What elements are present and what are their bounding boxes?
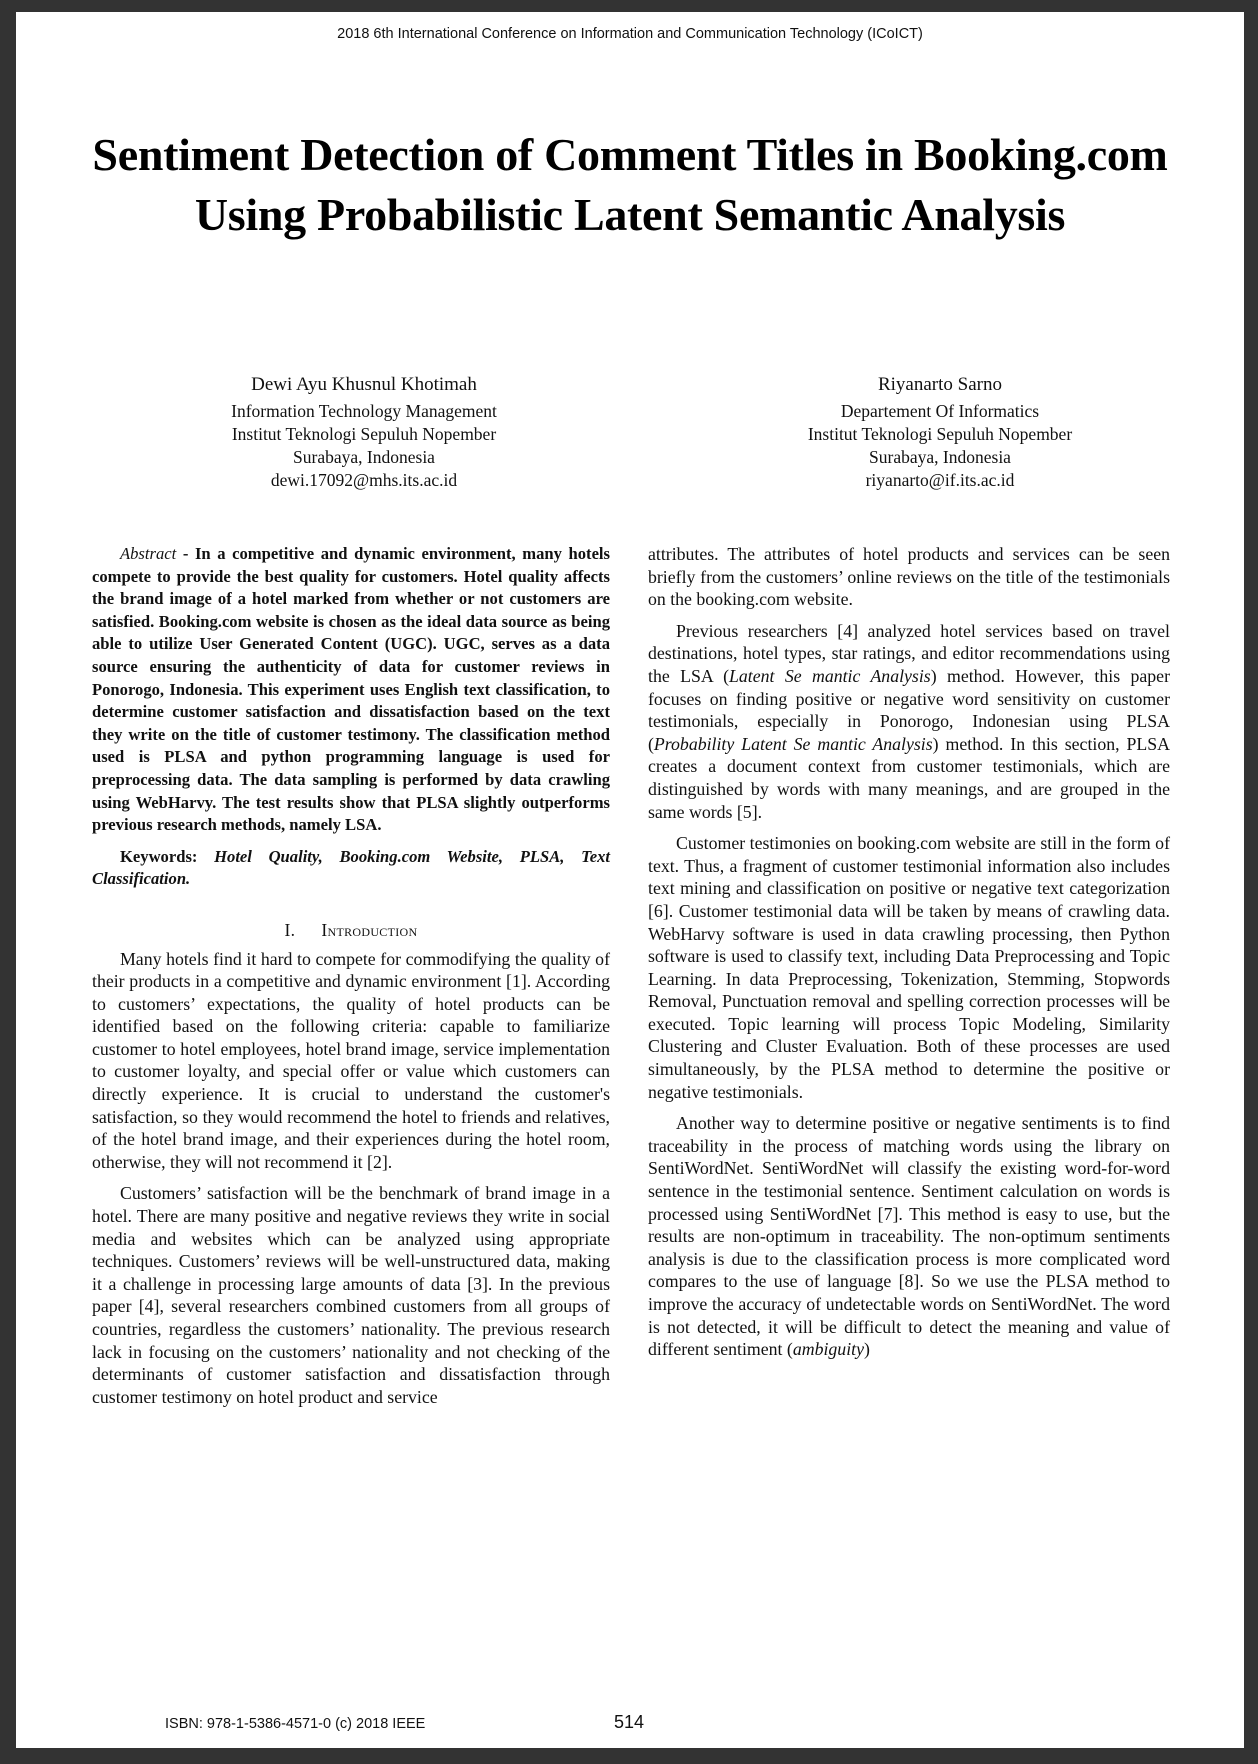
right-column	[648, 543, 1170, 1370]
conference-running-head: 2018 6th International Conference on Information and Communication Technology (ICoICT)	[337, 26, 923, 42]
keywords	[92, 846, 610, 891]
page-number: 514	[614, 1712, 645, 1732]
paper-title: Sentiment Detection of Comment Titles in Booking.com Using Probabilistic Latent Semantic Analysis	[92, 129, 1168, 240]
author-location: Surabaya, Indonesia	[869, 447, 1011, 467]
body-paragraph: Customers’ satisfaction will be the benchmark of brand image in a hotel. There are many positive and negative reviews they write in social media and websites which can be analyzed using appropriate techniques. Customers’ reviews will be well-unstructured data, making it a challenge in processing large amounts of data [3]. In the previous paper [4], several researchers combined customers from all groups of countries, regardless the customers’ nationality. The previous research lack in focusing on the customers’ nationality and not checking of the determinants of customer satisfaction and dissatisfaction through customer testimony on hotel product and service	[92, 1183, 610, 1407]
abstract	[92, 543, 610, 837]
author-1	[144, 370, 584, 492]
keywords-text: Hotel Quality, Booking.com Website, PLSA, Text Classification.	[92, 846, 610, 889]
author-2	[720, 370, 1160, 492]
italic-term: Latent Se mantic Analysis	[729, 665, 931, 686]
abstract-label: Abstract	[120, 544, 177, 563]
text-run: )	[863, 1339, 870, 1360]
author-location: Surabaya, Indonesia	[293, 447, 435, 467]
author-institution: Institut Teknologi Sepuluh Nopember	[231, 424, 497, 444]
section-title: Introduction	[321, 919, 418, 940]
author-email: dewi.17092@mhs.its.ac.id	[270, 470, 458, 490]
left-column	[92, 543, 610, 1417]
paper-page	[16, 12, 1244, 1748]
author-department: Information Technology Management	[231, 401, 497, 421]
body-paragraph: Many hotels find it hard to compete for commodifying the quality of their products in a competitive and dynamic environment [1]. According to customers’ expectations, the quality of hotel products can be identified based on the following criteria: capable to familiarize customer to hotel employees, hotel brand image, service implementation to customer loyalty, and special offer or value which customers can directly experience. It is crucial to understand the customer's satisfaction, so they would recommend the hotel to friends and relatives, of the hotel brand image, and their experiences during the hotel room, otherwise, they will not recommend it [2].	[92, 948, 610, 1172]
text-run: Previous researchers [4] analyzed hotel services based on travel destinations, hotel types, star ratings, and editor recommendations using the LSA (	[648, 620, 1170, 686]
footer-isbn: ISBN: 978-1-5386-4571-0 (c) 2018 IEEE	[165, 1716, 426, 1732]
text-run: ) method. In this section, PLSA creates a document context from customer testimonials, which are distinguished by words with many meanings, and are grouped in the same words [5].	[648, 733, 1170, 822]
body-paragraph	[648, 1112, 1170, 1361]
italic-term: Probability Latent Se mantic Analysis	[653, 733, 933, 754]
section-number: I.	[284, 919, 296, 940]
section-heading-introduction	[92, 919, 610, 942]
body-paragraph	[648, 620, 1170, 823]
text-run: ) method. However, this paper focuses on finding positive or negative word sensitivity on customer testimonials, especially in Ponorogo, Indonesian using PLSA (	[648, 665, 1170, 754]
abstract-text: In a competitive and dynamic environment, many hotels compete to provide the best quality for customers. Hotel quality affects the brand image of a hotel marked from whether or not customers are satisfied. Booking.com website is chosen as the ideal data source as being able to utilize User Generated Content (UGC). UGC, serves as a data source ensuring the authenticity of data for customer reviews in Ponorogo, Indonesia. This experiment uses English text classification, to determine customer satisfaction and dissatisfaction based on the text they write on the title of customer testimony. The classification method used is PLSA and python programming language is used for preprocessing data. The data sampling is performed by data crawling using WebHarvy. The test results show that PLSA slightly outperforms previous research methods, namely LSA.	[92, 544, 611, 835]
keywords-label: Keywords:	[120, 846, 198, 866]
body-paragraph: Customer testimonies on booking.com website are still in the form of text. Thus, a fragment of customer testimonial information also includes text mining and classification on positive or negative text categorization [6]. Customer testimonial data will be taken by means of crawling data. WebHarvy software is used in data crawling processing, then Python software is used to classify text, including Data Preprocessing and Topic Learning. In data Preprocessing, Tokenization, Stemming, Stopwords Removal, Punctuation removal and spelling correction processes will be executed. Topic learning will process Topic Modeling, Similarity Clustering and Cluster Evaluation. Both of these processes are used simultaneously, by the PLSA method to determine the positive or negative testimonials.	[648, 833, 1170, 1102]
author-department: Departement Of Informatics	[840, 401, 1040, 421]
body-paragraph: attributes. The attributes of hotel products and services can be seen briefly from the customers’ online reviews on the title of the testimonials on the booking.com website.	[648, 544, 1170, 610]
author-name: Dewi Ayu Khusnul Khotimah	[251, 374, 477, 395]
author-email: riyanarto@if.its.ac.id	[865, 470, 1015, 490]
abstract-separator: -	[176, 544, 195, 563]
italic-term: ambiguity	[792, 1339, 864, 1360]
text-run: Another way to determine positive or negative sentiments is to find traceability in the process of matching words using the library on SentiWordNet. SentiWordNet will classify the existing word-for-word sentence in the testimonial sentence. Sentiment calculation on words is processed using SentiWordNet [7]. This method is easy to use, but the results are non-optimum in traceability. The non-optimum sentiments analysis is due to the classification process is more complicated word compares to the use of language [8]. So we use the PLSA method to improve the accuracy of undetectable words on SentiWordNet. The word is not detected, it will be difficult to detect the meaning and value of different sentiment (	[648, 1113, 1170, 1360]
author-name: Riyanarto Sarno	[877, 374, 1002, 395]
author-institution: Institut Teknologi Sepuluh Nopember	[807, 424, 1073, 444]
